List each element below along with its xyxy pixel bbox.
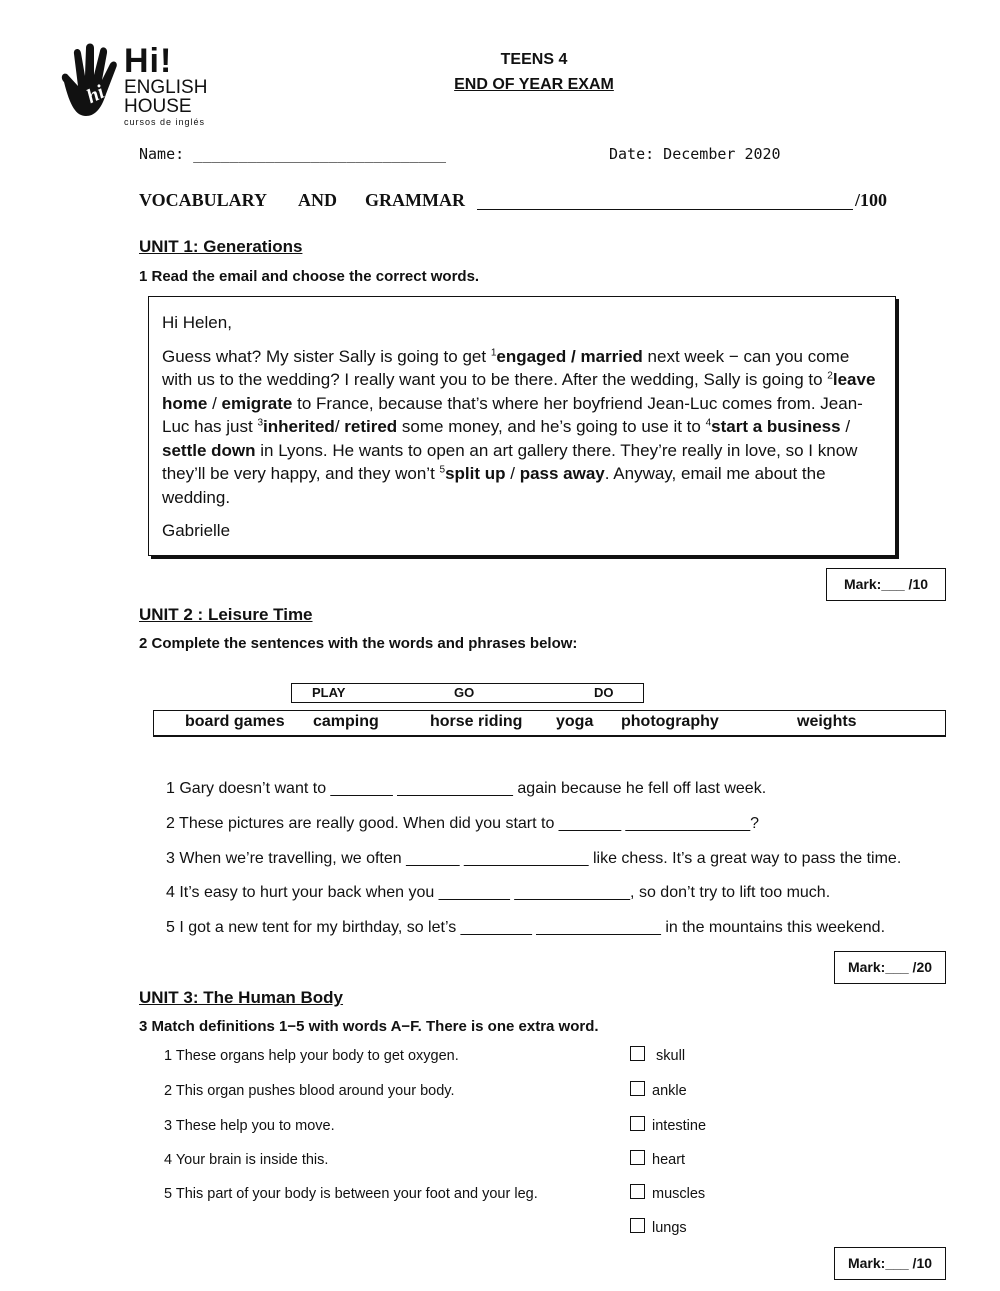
section-rule: [477, 209, 853, 210]
word-horse-riding: horse riding: [430, 713, 523, 730]
option-5b[interactable]: pass away: [519, 464, 605, 483]
sentence-3[interactable]: 3 When we’re travelling, we often ______ ______________ like chess. It’s a great way to pass the time.: [166, 850, 902, 867]
sentence-2[interactable]: 2 These pictures are really good. When did you start to _______ ______________?: [166, 815, 760, 832]
checkbox-icon[interactable]: [630, 1081, 645, 1096]
word-camping: camping: [313, 713, 379, 730]
unit1-instruction: 1 Read the email and choose the correct words.: [139, 268, 480, 285]
email-signature: Gabrielle: [162, 521, 231, 540]
email-greeting: Hi Helen,: [162, 313, 232, 332]
option-lungs[interactable]: lungs: [630, 1218, 687, 1236]
option-1a[interactable]: engaged: [496, 346, 567, 366]
logo-wordmark: [124, 44, 207, 127]
unit2-instruction: 2 Complete the sentences with the words and phrases below:: [139, 635, 578, 652]
sentence-1[interactable]: 1 Gary doesn’t want to _______ _____________ again because he fell off last week.: [166, 780, 767, 797]
checkbox-icon[interactable]: [630, 1150, 645, 1165]
word-board-games: board games: [185, 713, 285, 730]
word-photography: photography: [621, 713, 719, 730]
email-box: [148, 296, 896, 556]
definition-2: 2 This organ pushes blood around your body.: [164, 1083, 455, 1099]
section-word-3: GRAMMAR: [365, 190, 465, 210]
unit3-heading: UNIT 3: The Human Body: [139, 988, 344, 1007]
unit1-heading: UNIT 1: Generations: [139, 237, 303, 256]
sentence-4[interactable]: 4 It’s easy to hurt your back when you ________ _____________, so don’t try to lift too much.: [166, 884, 831, 901]
option-heart[interactable]: heart: [630, 1150, 685, 1168]
logo-line2: HOUSE: [124, 96, 192, 117]
option-skull[interactable]: skull: [630, 1046, 685, 1064]
option-3b[interactable]: retired: [344, 417, 398, 436]
unit3-mark[interactable]: Mark:___ /10: [834, 1247, 946, 1280]
option-2a[interactable]: leave home: [162, 370, 876, 413]
section-word-2: AND: [298, 190, 337, 210]
logo-line1: ENGLISH: [124, 77, 208, 98]
checkbox-icon[interactable]: [630, 1046, 645, 1061]
checkbox-icon[interactable]: [630, 1184, 645, 1199]
exam-subtitle: END OF YEAR EXAM: [454, 76, 614, 93]
option-5a[interactable]: split up: [445, 464, 506, 483]
option-intestine[interactable]: intestine: [630, 1116, 706, 1134]
date-line: Date: December 2020: [609, 145, 781, 163]
option-1b[interactable]: married: [580, 346, 643, 366]
option-4a[interactable]: start a business: [711, 417, 841, 436]
definition-4: 4 Your brain is inside this.: [164, 1152, 329, 1168]
verb-go: GO: [454, 685, 475, 700]
logo-sub: cursos de inglés: [124, 117, 206, 127]
option-3a[interactable]: inherited: [263, 417, 335, 436]
unit2-mark[interactable]: Mark:___ /20: [834, 951, 946, 984]
checkbox-icon[interactable]: [630, 1116, 645, 1131]
sentence-5[interactable]: 5 I got a new tent for my birthday, so let’s ________ ______________ in the mountains this weekend.: [166, 919, 886, 936]
definition-3: 3 These help you to move.: [164, 1118, 335, 1134]
word-weights: weights: [797, 713, 857, 730]
verb-play: PLAY: [312, 685, 346, 700]
word-box: [153, 710, 946, 737]
exam-title: TEENS 4: [500, 51, 568, 68]
section-word-1: VOCABULARY: [139, 190, 268, 210]
word-yoga: yoga: [556, 713, 594, 730]
option-2b[interactable]: emigrate: [221, 393, 293, 413]
email-body: Guess what? My sister Sally is going to get $^1$engaged / married next week − can you come with us to the wedding? I really want you to be there. After the wedding, Sally is going to $^2$leave home / emigrate to France, because that’s where her boyfriend Jean-Luc comes from. Jean-Luc has just $^3$inherited/ retired some money, and he’s going to use it to $^4$start a business / settle down in Lyons. He wants to open an art gallery there. They’re really in love, so I know they’ll be very happy, and they won’t $^5$split up / pass away. Anyway, email me about the wedding.: [162, 346, 876, 507]
verb-box: [291, 683, 644, 703]
definition-5: 5 This part of your body is between your foot and your leg.: [164, 1186, 538, 1202]
option-ankle[interactable]: ankle: [630, 1081, 687, 1099]
definition-1: 1 These organs help your body to get oxygen.: [164, 1048, 459, 1064]
unit2-heading: UNIT 2 : Leisure Time: [139, 605, 313, 624]
section-score: /100: [854, 190, 887, 210]
logo-hi: Hi!: [124, 42, 173, 80]
unit1-mark[interactable]: Mark:___ /10: [826, 568, 946, 601]
verb-do: DO: [594, 685, 614, 700]
svg-text:hi: hi: [83, 80, 108, 108]
option-4b[interactable]: settle down: [162, 440, 256, 460]
name-line[interactable]: Name: ____________________________: [139, 145, 447, 163]
checkbox-icon[interactable]: [630, 1218, 645, 1233]
option-muscles[interactable]: muscles: [630, 1184, 705, 1202]
unit3-instruction: 3 Match definitions 1−5 with words A−F. There is one extra word.: [139, 1018, 599, 1035]
